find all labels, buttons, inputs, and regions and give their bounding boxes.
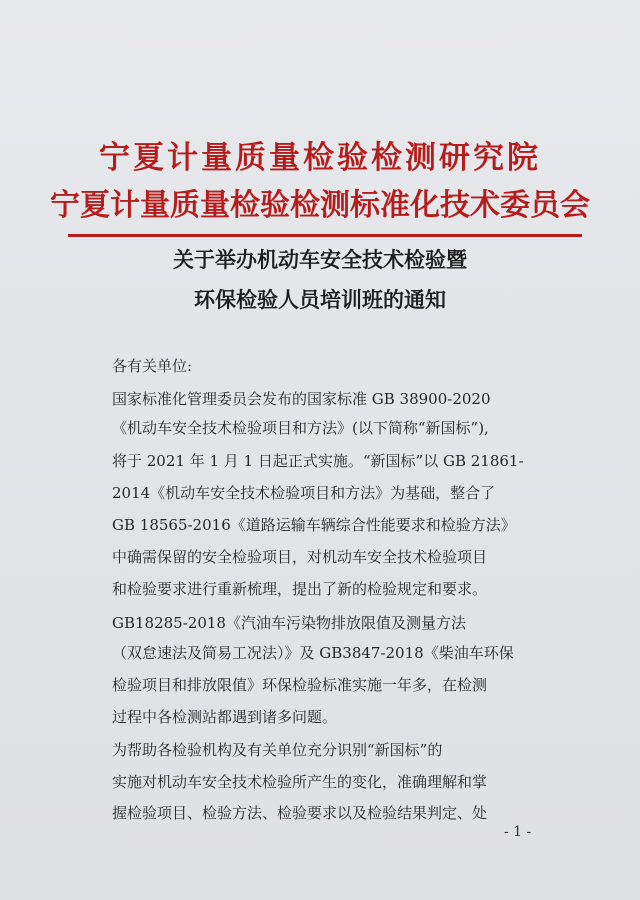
- body-line: GB 18565-2016《道路运输车辆综合性能要求和检验方法》: [112, 516, 516, 534]
- body-line: 将于 2021 年 1 月 1 日起正式实施。“新国标”以 GB 21861-: [112, 452, 524, 470]
- page-number: - 1 -: [504, 824, 532, 840]
- notice-title-line-2: 环保检验人员培训班的通知: [194, 287, 446, 312]
- body-line: 和检验要求进行重新梳理，提出了新的检验规定和要求。: [112, 580, 488, 598]
- body-line: 国家标准化管理委员会发布的国家标准 GB 38900-2020: [112, 390, 491, 408]
- body-line: （双怠速法及简易工况法）》及 GB3847-2018《柴油车环保: [112, 644, 514, 662]
- salutation: 各有关单位:: [112, 357, 193, 375]
- body-line: 中确需保留的安全检验项目，对机动车安全技术检验项目: [112, 548, 488, 566]
- body-line: 2014《机动车安全技术检验项目和方法》为基础，整合了: [112, 484, 496, 502]
- body-line: 检验项目和排放限值》环保检验标准实施一年多，在检测: [112, 676, 488, 694]
- body-line: 过程中各检测站都遇到诸多问题。: [112, 708, 338, 726]
- body-line: GB18285-2018《汽油车污染物排放限值及测量方法: [112, 614, 466, 632]
- notice-title-line-1: 关于举办机动车安全技术检验暨: [173, 247, 467, 272]
- issuer-name-1: 宁夏计量质量检验检测研究院: [99, 140, 541, 176]
- body-line: 实施对机动车安全技术检验所产生的变化，准确理解和掌: [112, 773, 488, 791]
- body-line: 《机动车安全技术检验项目和方法》(以下简称“新国标”),: [112, 419, 489, 437]
- red-divider-line: [68, 234, 582, 237]
- body-line: 为帮助各检验机构及有关单位充分识别“新国标”的: [112, 741, 443, 759]
- issuer-name-2: 宁夏计量质量检验检测标准化技术委员会: [50, 188, 590, 223]
- body-line: 握检验项目、检验方法、检验要求以及检验结果判定、处: [112, 804, 488, 822]
